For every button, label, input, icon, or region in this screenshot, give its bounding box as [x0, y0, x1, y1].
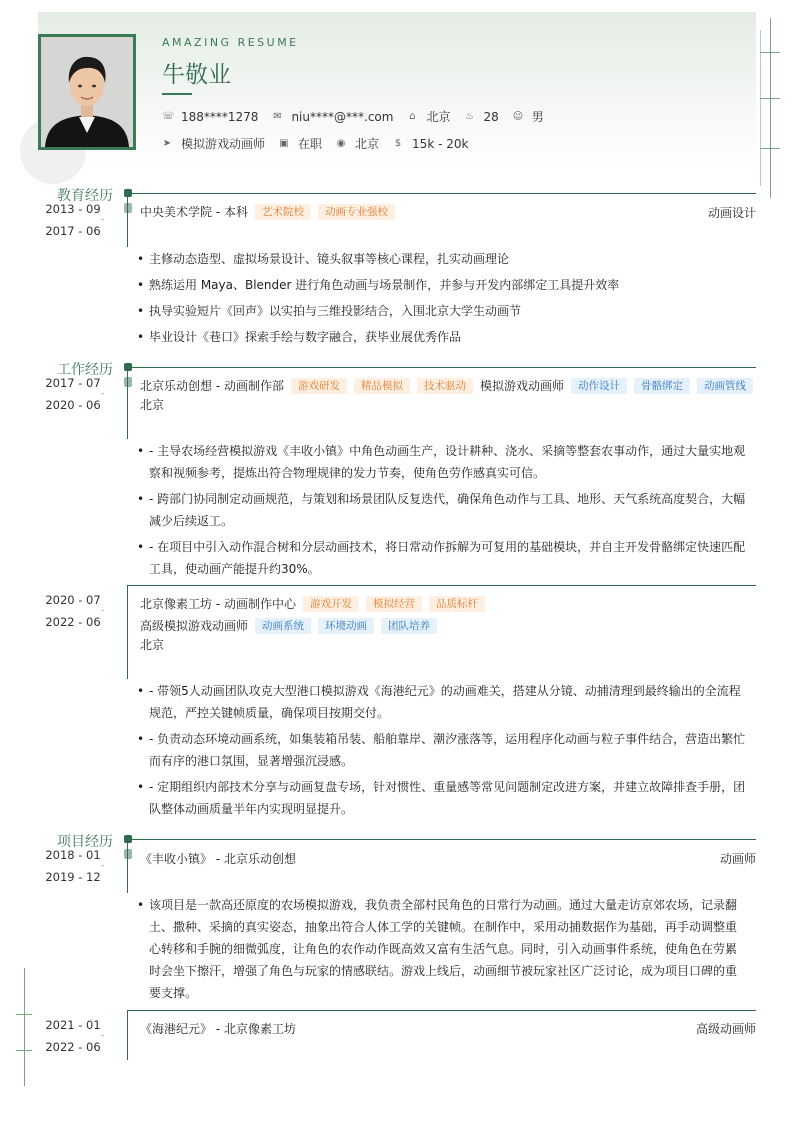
- intent-salary: [393, 137, 468, 151]
- tag: 动画系统: [255, 618, 311, 634]
- date-end: 2022 - 06: [45, 1040, 101, 1054]
- list-item: • - 负责动态环境动画系统，如集装箱吊装、船舶靠岸、潮汐涨落等，运用程序化动画与粒子事件结合，营造出繁忙而有序的港口氛围，显著增强沉浸感。: [136, 728, 748, 772]
- date-end: 2017 - 06: [45, 224, 101, 238]
- contact-city: [407, 108, 450, 125]
- timeline-line: [127, 585, 128, 679]
- phone-text: 188****1278: [181, 109, 259, 124]
- education-school: [140, 203, 395, 220]
- date-dash: -: [101, 606, 104, 615]
- tag: 骨骼绑定: [634, 378, 690, 394]
- list-item: • - 在项目中引入动作混合树和分层动画技术，将日常动作拆解为可复用的基础模块，并自主开发骨骼绑定快速匹配工具，使动画产能提升约30%。: [136, 536, 748, 580]
- section-title-projects: 项目经历: [57, 834, 113, 850]
- timeline-line: [127, 371, 128, 439]
- contact-phone: [162, 110, 258, 124]
- work2-bullets: [136, 680, 748, 824]
- send-icon: ➤: [162, 138, 172, 149]
- tag: 技术驱动: [417, 378, 473, 394]
- project2-name: [140, 1020, 296, 1037]
- intent-location: [336, 135, 379, 152]
- phone-icon: ☏: [162, 111, 175, 122]
- section-divider: [127, 367, 756, 368]
- entry-marker: [124, 849, 132, 859]
- work1-dates: [40, 376, 106, 412]
- work2-title-row: [140, 617, 437, 634]
- contact-email: [272, 110, 393, 124]
- location-text: 北京: [355, 137, 380, 151]
- age-text: 28: [483, 109, 499, 124]
- work1-city: 北京: [140, 398, 165, 412]
- name-underline: [162, 93, 192, 95]
- section-marker: [124, 363, 132, 371]
- timeline-line: [127, 1010, 128, 1060]
- entry-divider: [127, 585, 756, 586]
- date-dash: -: [101, 215, 104, 224]
- project1-role: 动画师: [719, 852, 756, 866]
- status-text: 在职: [298, 137, 323, 151]
- project-name: 《海港纪元》 - 北京像素工坊: [140, 1022, 296, 1036]
- tag: 模拟经营: [366, 596, 422, 612]
- email-text: niu****@***.com: [291, 109, 394, 124]
- profile-photo: [38, 34, 136, 150]
- contact-gender: [513, 108, 544, 125]
- gender-icon: ☺: [512, 111, 524, 122]
- person-avatar-icon: [41, 37, 133, 147]
- date-end: 2020 - 06: [45, 398, 101, 412]
- timeline-line: [127, 197, 128, 247]
- tag: 艺术院校: [255, 204, 311, 220]
- briefcase-icon: ▣: [279, 138, 289, 149]
- school-name: 中央美术学院 - 本科: [140, 205, 248, 219]
- section-divider: [127, 839, 756, 840]
- list-item: • 执导实验短片《回声》以实拍与三维投影结合，入围北京大学生动画节: [136, 300, 748, 322]
- right-decoration-tick: [760, 148, 780, 149]
- entry-marker: [124, 377, 132, 387]
- project2-role: 高级动画师: [695, 1022, 756, 1036]
- date-start: 2013 - 09: [45, 202, 101, 216]
- intent-row: [162, 135, 482, 152]
- right-decoration-tick: [760, 52, 780, 53]
- location-icon: ◉: [336, 138, 346, 149]
- work1-company: [140, 377, 753, 394]
- date-start: 2018 - 01: [45, 848, 101, 862]
- work2-company: [140, 595, 485, 612]
- contact-row: [162, 108, 558, 125]
- list-item: • - 主导农场经营模拟游戏《丰收小镇》中角色动画生产，设计耕种、浇水、采摘等整套农事动作，通过大量实地观察和视频参考，提炼出符合物理规律的发力节奏，使角色劳作感真实可信。: [136, 440, 748, 484]
- tag: 精品模拟: [354, 378, 410, 394]
- cake-icon: ♨: [464, 111, 474, 122]
- work2-dates: [40, 593, 106, 629]
- entry-divider: [127, 1010, 756, 1011]
- tag: 环境动画: [318, 618, 374, 634]
- right-decoration-line-inner: [760, 30, 761, 186]
- entry-marker: [124, 203, 132, 213]
- list-item: • 熟练运用 Maya、Blender 进行角色动画与场景制作，并参与开发内部绑定工具提升效率: [136, 274, 748, 296]
- contact-age: [464, 110, 498, 124]
- project1-bullets: [136, 894, 748, 1008]
- list-item: • - 定期组织内部技术分享与动画复盘专场，针对惯性、重量感等常见问题制定改进方案，并建立故障排查手册，团队整体动画质量半年内实现明显提升。: [136, 776, 748, 820]
- company-name: 北京乐动创想 - 动画制作部: [140, 379, 284, 393]
- left-decoration-tick: [16, 1050, 32, 1051]
- work1-bullets: [136, 440, 748, 584]
- job-title: 高级模拟游戏动画师: [140, 619, 249, 633]
- date-start: 2017 - 07: [45, 376, 101, 390]
- education-bullets: [136, 248, 748, 352]
- date-start: 2021 - 01: [45, 1018, 101, 1032]
- timeline-line: [127, 843, 128, 893]
- tag: 团队培养: [381, 618, 437, 634]
- section-marker: [124, 189, 132, 197]
- section-marker: [124, 835, 132, 843]
- section-title-education: 教育经历: [57, 188, 113, 204]
- education-major: 动画设计: [707, 206, 756, 220]
- city-text: 北京: [426, 110, 451, 124]
- home-icon: ⌂: [409, 111, 416, 122]
- resume-subtitle: AMAZING RESUME: [162, 36, 299, 49]
- intent-position: [162, 135, 265, 152]
- right-decoration-tick: [760, 98, 780, 99]
- section-title-work: 工作经历: [57, 362, 113, 378]
- salary-icon: $: [394, 138, 402, 149]
- job-title: 模拟游戏动画师: [479, 379, 564, 393]
- candidate-name: 牛敬业: [162, 62, 231, 88]
- project-name: 《丰收小镇》 - 北京乐动创想: [140, 852, 296, 866]
- list-item: • 主修动态造型、虚拟场景设计、镜头叙事等核心课程，扎实动画理论: [136, 248, 748, 270]
- date-start: 2020 - 07: [45, 593, 101, 607]
- project1-dates: [40, 848, 106, 884]
- tag: 游戏研发: [291, 378, 347, 394]
- position-text: 模拟游戏动画师: [181, 137, 266, 151]
- tag: 游戏开发: [303, 596, 359, 612]
- tag: 动作设计: [571, 378, 627, 394]
- list-item: • 毕业设计《巷口》探索手绘与数字融合，获毕业展优秀作品: [136, 326, 748, 348]
- salary-text: 15k - 20k: [412, 136, 469, 151]
- date-dash: -: [101, 389, 104, 398]
- project1-name: [140, 850, 296, 867]
- date-dash: -: [101, 861, 104, 870]
- company-name: 北京像素工坊 - 动画制作中心: [140, 597, 296, 611]
- list-item: • - 跨部门协同制定动画规范，与策划和场景团队反复迭代，确保角色动作与工具、地形、天气系统高度契合，大幅减少后续返工。: [136, 488, 748, 532]
- date-dash: -: [101, 1031, 104, 1040]
- intent-status: [279, 135, 322, 152]
- mail-icon: ✉: [273, 111, 282, 122]
- project2-dates: [40, 1018, 106, 1054]
- tag: 动画专业强校: [318, 204, 395, 220]
- section-divider: [127, 193, 756, 194]
- right-decoration-line: [770, 18, 771, 198]
- list-item: • - 带领5人动画团队攻克大型港口模拟游戏《海港纪元》的动画难关，搭建从分镜、动捕清理到最终输出的全流程规范，严控关键帧质量，确保项目按期交付。: [136, 680, 748, 724]
- gender-text: 男: [531, 110, 544, 124]
- date-end: 2019 - 12: [45, 870, 101, 884]
- work2-city: 北京: [140, 638, 165, 652]
- education-dates: [40, 202, 106, 238]
- list-item: • 该项目是一款高还原度的农场模拟游戏，我负责全部村民角色的日常行为动画。通过大量走访京郊农场，记录翻土、撒种、采摘的真实姿态，抽象出符合人体工学的关键帧。在制作中，采用动捕数据作为基础，再手动调整重心转移和手腕的细微弧度，让角色的农作动作既高效又富有生活气息。同时，引入动画事件系统，使角色在劳累时会坐下擦汗，增强了角色与玩家的情感联结。游戏上线后，动画细节被玩家社区广泛讨论，成为项目口碑的重要支撑。: [136, 894, 748, 1004]
- left-decoration-tick: [16, 1014, 32, 1015]
- tag: 品质标杆: [429, 596, 485, 612]
- date-end: 2022 - 06: [45, 615, 101, 629]
- left-decoration-line: [24, 968, 25, 1086]
- tag: 动画管线: [697, 378, 753, 394]
